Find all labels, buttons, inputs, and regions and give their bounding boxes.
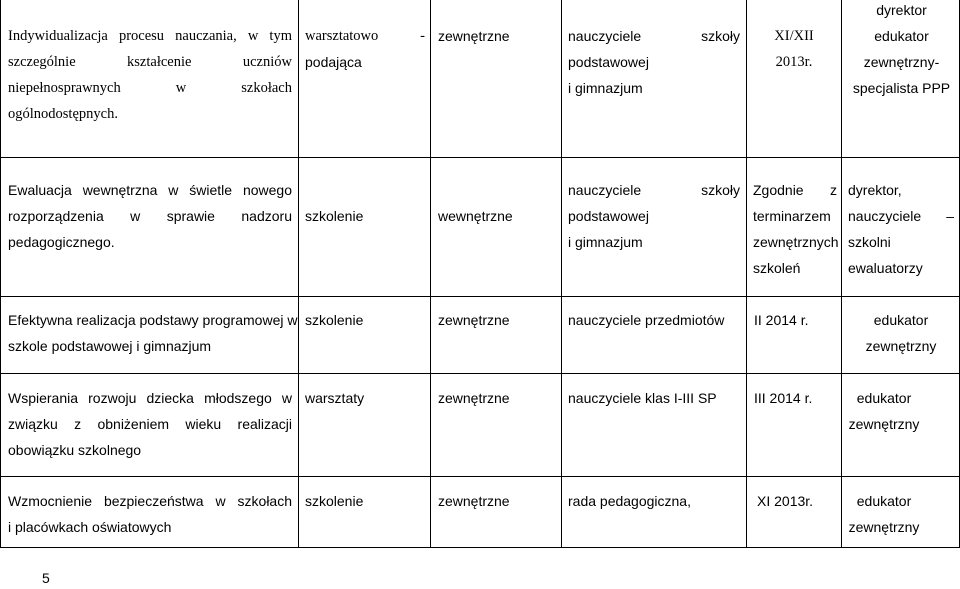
row-3-form	[305, 307, 425, 333]
leader-line: ewaluatorzy	[848, 260, 923, 276]
topic-line: pedagogicznego.	[8, 234, 115, 250]
row-5-leader	[826, 488, 942, 540]
row-3-type	[438, 307, 556, 333]
audience-line: nauczyciele szkoły	[568, 28, 740, 44]
row-1-form	[305, 23, 425, 75]
leader-line: edukator	[856, 493, 912, 509]
type-line: zewnętrzne	[438, 312, 510, 328]
term-line: terminarzem	[753, 208, 831, 224]
row-4-type	[438, 385, 556, 411]
row-5-type	[438, 488, 556, 514]
row-4-audience	[568, 385, 744, 411]
row-2-leader	[848, 177, 954, 281]
row-1-topic	[8, 23, 292, 127]
leader-line: dyrektor	[876, 2, 927, 18]
leader-line: nauczyciele –	[848, 208, 954, 224]
audience-line: podstawowej	[568, 208, 649, 224]
row-5-topic	[8, 488, 292, 540]
leader-line: zewnętrzny	[848, 519, 920, 535]
topic-line: Efektywna realizacja podstawy programowej w	[8, 312, 298, 328]
row-2-type	[438, 203, 556, 229]
leader-line: specjalista PPP	[852, 80, 951, 96]
leader-line: edukator	[856, 390, 912, 406]
topic-line: i placówkach oświatowych	[8, 519, 172, 535]
row-1-term	[750, 23, 838, 75]
form-line: warsztatowo -	[305, 28, 425, 44]
row-1-audience	[568, 23, 740, 101]
audience-line: podstawowej	[568, 54, 649, 70]
topic-line: ogólnodostępnych.	[8, 106, 118, 122]
form-line: szkolenie	[305, 208, 364, 224]
term-line: XI 2013r.	[757, 493, 814, 509]
term-line: III 2014 r.	[754, 390, 813, 406]
type-line: zewnętrzne	[438, 493, 510, 509]
type-line: zewnętrzne	[438, 390, 510, 406]
row-5-form	[305, 488, 425, 514]
row-5-audience	[568, 488, 744, 514]
audience-line: i gimnazjum	[568, 234, 643, 250]
topic-line: Wspierania rozwoju dziecka młodszego w	[8, 390, 292, 406]
form-line: szkolenie	[305, 312, 364, 328]
leader-line: edukator	[874, 28, 929, 44]
topic-line: Wzmocnienie bezpieczeństwa w szkołach	[8, 493, 292, 509]
term-line: szkoleń	[753, 260, 801, 276]
audience-line: i gimnazjum	[568, 80, 643, 96]
topic-line: szkole podstawowej i gimnazjum	[8, 338, 212, 354]
row-3-term	[754, 307, 838, 333]
leader-line: edukator	[873, 312, 929, 328]
row-4-topic	[8, 385, 292, 463]
form-line: podająca	[305, 54, 362, 70]
row-2-topic	[8, 177, 292, 255]
row-4-form	[305, 385, 425, 411]
row-3-audience	[568, 307, 744, 333]
topic-line: związku z obniżeniem wieku realizacji	[8, 416, 292, 432]
topic-line: niepełnosprawnych w szkołach	[8, 80, 292, 96]
topic-line: szczególnie kształcenie uczniów	[8, 54, 292, 70]
form-line: szkolenie	[305, 493, 364, 509]
term-line: XI/XII	[774, 28, 814, 44]
topic-line: obowiązku szkolnego	[8, 442, 142, 458]
row-2-audience	[568, 177, 740, 255]
row-3-leader	[843, 307, 959, 359]
row-1-type	[438, 23, 556, 49]
leader-line: zewnętrzny	[848, 416, 920, 432]
term-line: 2013r.	[775, 54, 813, 70]
page-number: 5	[42, 570, 50, 586]
leader-line: zewnętrzny-	[863, 54, 940, 70]
topic-line: Ewaluacja wewnętrzna w świetle nowego	[8, 182, 292, 198]
row-4-leader	[826, 385, 942, 437]
row-1-leader	[844, 0, 959, 101]
type-line: zewnętrzne	[438, 28, 510, 44]
leader-line: zewnętrzny	[865, 338, 937, 354]
topic-line: Indywidualizacja procesu nauczania, w tym	[8, 28, 292, 44]
row-2-term	[753, 177, 837, 281]
audience-line: nauczyciele szkoły	[568, 182, 740, 198]
row-3-topic	[8, 307, 298, 359]
audience-line: nauczyciele klas I-III SP	[568, 390, 717, 406]
form-line: warsztaty	[305, 390, 365, 406]
row-2-form	[305, 203, 425, 229]
leader-line: dyrektor,	[848, 182, 902, 198]
audience-line: rada pedagogiczna,	[568, 493, 691, 509]
leader-line: szkolni	[848, 234, 891, 250]
term-line: Zgodnie z	[753, 182, 837, 198]
type-line: wewnętrzne	[438, 208, 513, 224]
audience-line: nauczyciele przedmiotów	[568, 312, 725, 328]
term-line: zewnętrznych	[753, 234, 839, 250]
topic-line: rozporządzenia w sprawie nadzoru	[8, 208, 292, 224]
term-line: II 2014 r.	[754, 312, 809, 328]
